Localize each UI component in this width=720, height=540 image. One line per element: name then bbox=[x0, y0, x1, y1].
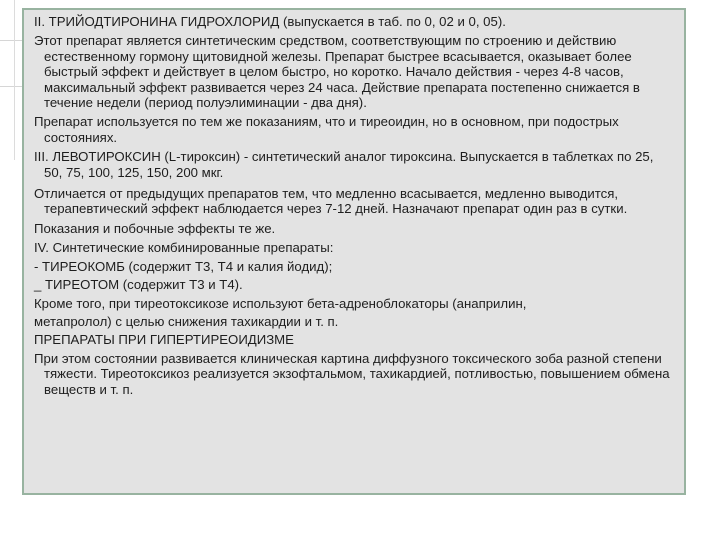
decorative-line bbox=[0, 86, 22, 87]
paragraph-indications-same: Показания и побочные эффекты те же. bbox=[34, 220, 276, 236]
paragraph-triiodothyronine-description: Этот препарат является синтетическим средством, соответствующим по строению и действию естественному гормону щитовидной железы. Препарат быстрее всасывается, оказывает более быстрый эффект и действует в целом быстро, но коротко. Начало действия - через 4-8 часов, максимальный эффект развивается через 24 часа. Действие препарата постепенно снижается в течение недели (период полуэлиминации - два дня). bbox=[34, 33, 640, 111]
list-item-tireokomb: - ТИРЕОКОМБ (содержит Т3, Т4 и калия йодид); bbox=[34, 258, 333, 274]
paragraph-levothyroxine-description: Отличается от предыдущих препаратов тем, что медленно всасывается, медленно выводится, терапевтический эффект наблюдается через 7-12 дней. Назначают препарат один раз в сутки. bbox=[34, 186, 628, 217]
decorative-line bbox=[14, 0, 15, 160]
paragraph-triiodothyronine-indications: Препарат используется по тем же показаниям, что и тиреоидин, но в основном, при подострых состояниях. bbox=[34, 114, 619, 145]
paragraph-beta-blockers-continued: метапролол) с целью снижения тахикардии и т. п. bbox=[34, 313, 339, 329]
paragraph-levothyroxine-title: III. ЛЕВОТИРОКСИН (L-тироксин) - синтетический аналог тироксина. Выпускается в таблетках по 25, 50, 75, 100, 125, 150, 200 мкг. bbox=[34, 149, 654, 180]
paragraph-triiodothyronine-title: II. ТРИЙОДТИРОНИНА ГИДРОХЛОРИД (выпускается в таб. по 0, 02 и 0, 05). bbox=[34, 14, 506, 29]
decorative-line bbox=[0, 40, 22, 41]
list-item-tireotom: _ ТИРЕОТОМ (содержит Т3 и Т4). bbox=[34, 277, 243, 293]
paragraph-combined-title: IV. Синтетические комбинированные препараты: bbox=[34, 240, 334, 256]
section-heading-hyperthyroidism: ПРЕПАРАТЫ ПРИ ГИПЕРТИРЕОИДИЗМЕ bbox=[34, 332, 294, 348]
paragraph-hyperthyroidism-description: При этом состоянии развивается клиническая картина диффузного токсического зоба разной степени тяжести. Тиреотоксикоз реализуется экзофтальмом, тахикардией, потливостью, повышением обмена веществ и т. п. bbox=[34, 350, 670, 397]
text-panel bbox=[22, 8, 686, 495]
paragraph-beta-blockers: Кроме того, при тиреотоксикозе используют бета-адреноблокаторы (анаприлин, bbox=[34, 295, 527, 311]
